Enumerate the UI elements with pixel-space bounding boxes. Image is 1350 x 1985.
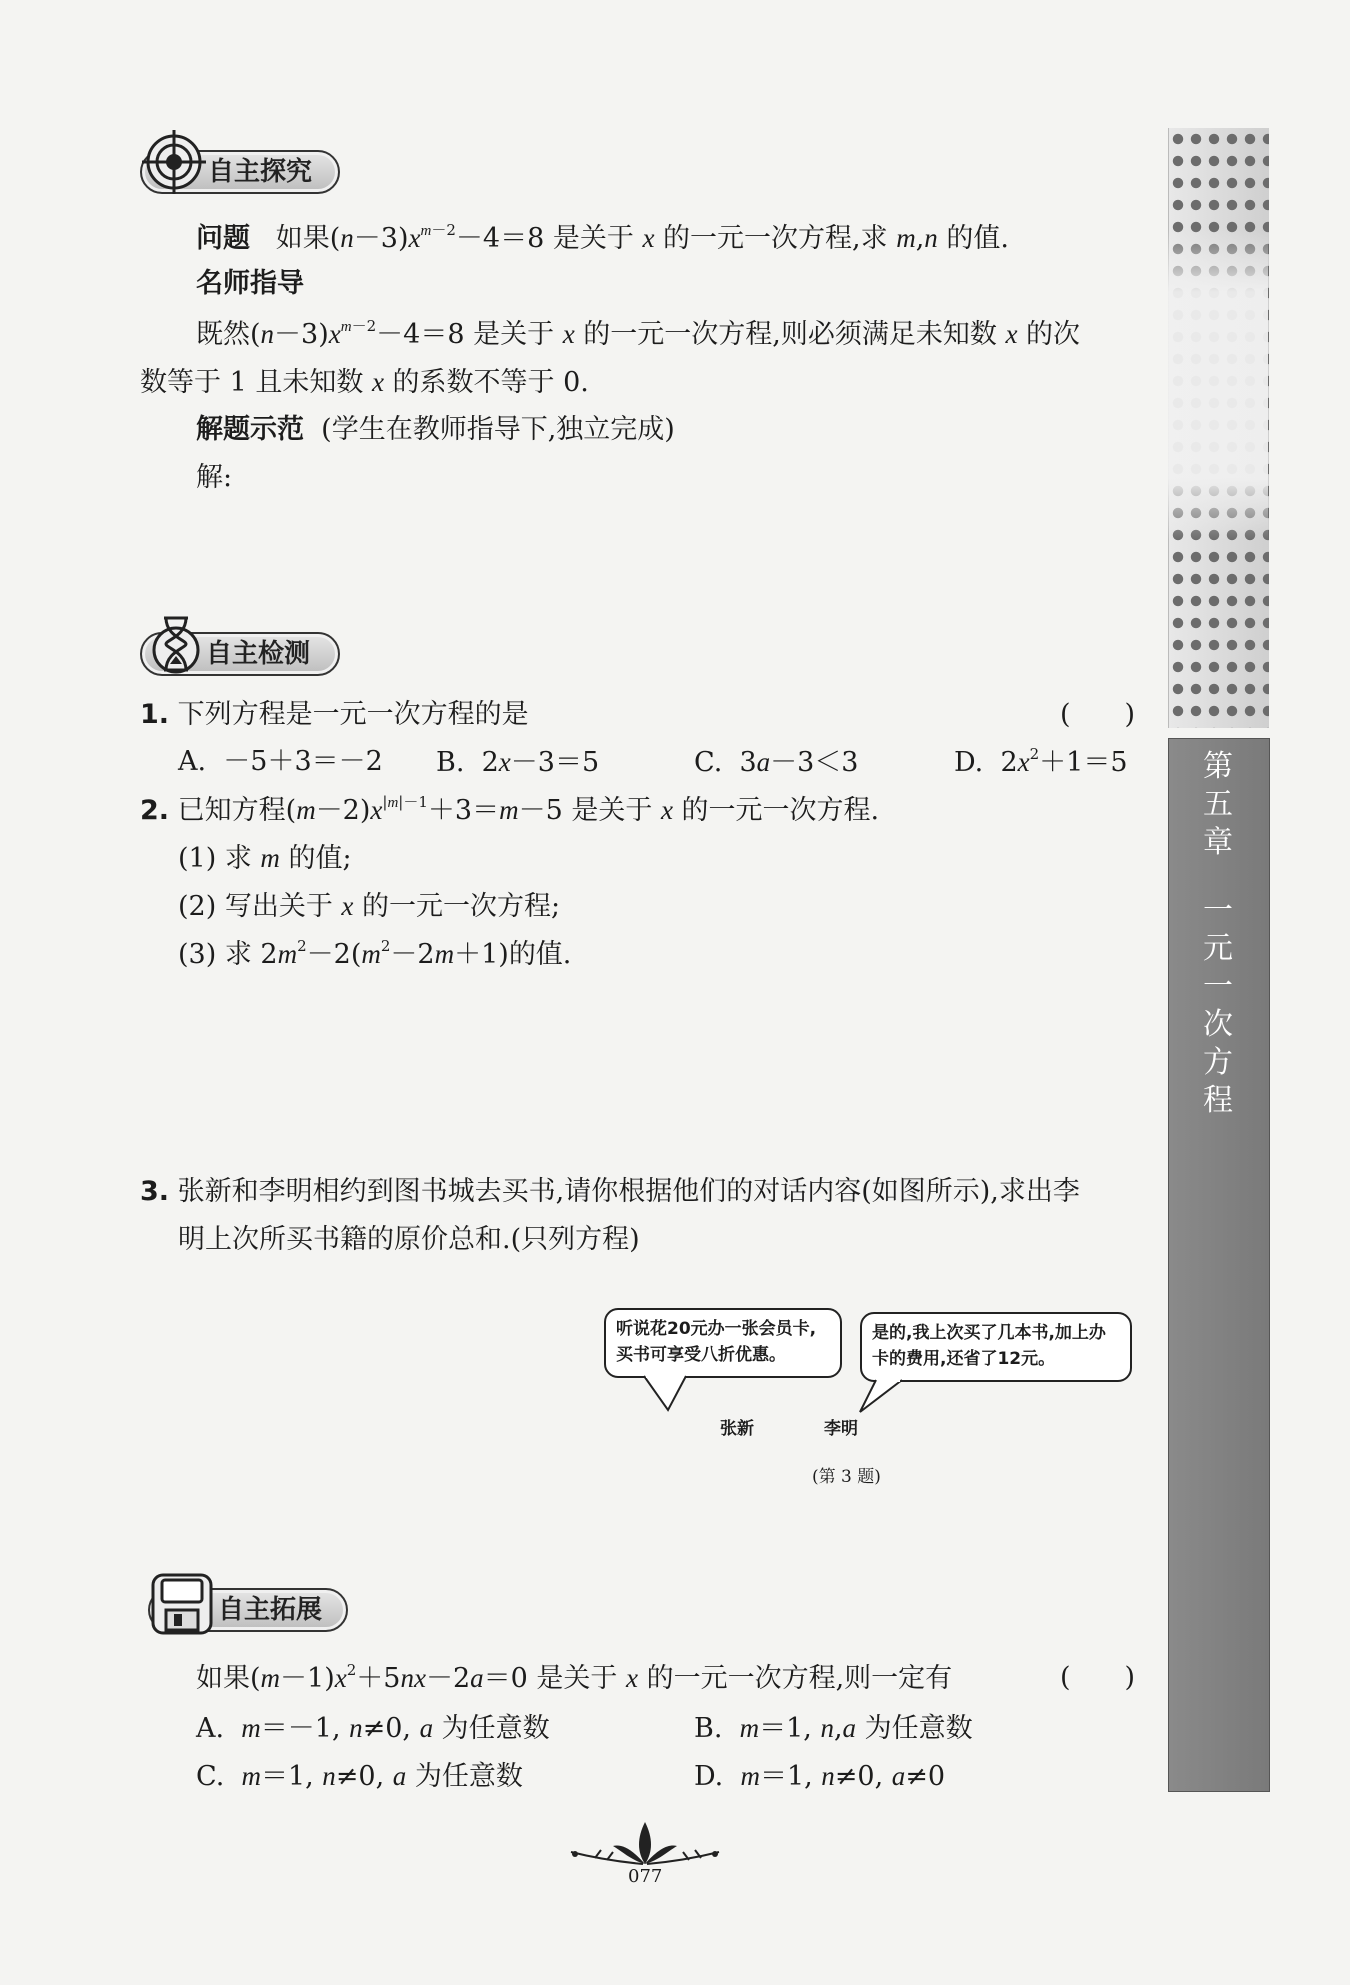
q1-answer-paren: ( ) bbox=[1060, 699, 1136, 730]
floppy-disk-icon bbox=[150, 1572, 214, 1636]
section-title-check: 自主检测 bbox=[206, 639, 311, 669]
section-title-explore: 自主探究 bbox=[208, 157, 313, 187]
extend-question: 如果$(m-1)x^2+5nx-2a=0$ 是关于 x 的一元一次方程,则一定有 bbox=[196, 1661, 953, 1694]
q3-line-1: 3. 张新和李明相约到图书城去买书,请你根据他们的对话内容(如图所示),求出李 bbox=[140, 1176, 1080, 1207]
speech-bubble-right: 是的,我上次买了几本书,加上办卡的费用,还省了12元。 bbox=[860, 1312, 1132, 1382]
chapter-title-vertical: 第 五 章 一 元 一 次 方 程 bbox=[1203, 749, 1233, 1118]
q1-option-d: D. $2x^2+1=5$ bbox=[954, 745, 1128, 778]
speech-bubble-left: 听说花20元办一张会员卡,买书可享受八折优惠。 bbox=[604, 1308, 842, 1378]
extend-option-b: B. m＝1, n,a 为任意数 bbox=[694, 1713, 973, 1744]
q2-sub1: (1) 求 m 的值; bbox=[178, 843, 352, 874]
leaf-ornament-icon bbox=[565, 1818, 725, 1870]
q1-option-a: A. －5＋3＝－2 bbox=[178, 746, 383, 777]
q1-option-b: B. 2x－3＝5 bbox=[436, 747, 600, 778]
speech-bubble-left-tail bbox=[640, 1374, 720, 1414]
guide-label: 名师指导 bbox=[196, 268, 304, 299]
q1-line: 1. 下列方程是一元一次方程的是 bbox=[140, 699, 529, 730]
extend-option-d: D. m＝1, n≠0, a≠0 bbox=[694, 1761, 946, 1792]
speech-bubble-right-tail bbox=[852, 1378, 932, 1418]
speaker-left-name: 张新 bbox=[720, 1419, 754, 1439]
figure-caption: (第 3 题) bbox=[812, 1467, 881, 1487]
q3-line-2: 明上次所买书籍的原价总和.(只列方程) bbox=[178, 1224, 640, 1255]
sidebar-decoration-fade bbox=[1168, 230, 1268, 540]
guide-line-2: 数等于 1 且未知数 x 的系数不等于 0. bbox=[140, 367, 589, 398]
extend-option-c: C. m＝1, n≠0, a 为任意数 bbox=[196, 1761, 523, 1792]
target-icon bbox=[140, 128, 208, 196]
q2-sub2: (2) 写出关于 x 的一元一次方程; bbox=[178, 891, 561, 922]
section-title-extend: 自主拓展 bbox=[218, 1595, 323, 1625]
question-line: 问题 如果$(n-3)x^{m-2}-4=8$ 是关于 x 的一元一次方程,求 m,n 的值. bbox=[196, 221, 1009, 254]
q2-sub3: (3) 求 $2m^2-2(m^2-2m+1)$的值. bbox=[178, 937, 572, 970]
answer-prefix: 解: bbox=[196, 462, 233, 493]
hourglass-icon bbox=[150, 610, 202, 676]
q1-option-c: C. 3a－3＜3 bbox=[694, 747, 859, 778]
speaker-right-name: 李明 bbox=[824, 1419, 858, 1439]
solution-line: 解题示范 (学生在教师指导下,独立完成) bbox=[196, 414, 675, 445]
q2-line: 2. 已知方程$(m-2)x^{|m|-1}+3=m-5$ 是关于 x 的一元一次方程. bbox=[140, 793, 880, 826]
page-number: 077 bbox=[628, 1866, 663, 1887]
guide-line-1: 既然$(n-3)x^{m-2}-4=8$ 是关于 x 的一元一次方程,则必须满足未知数 x 的次 bbox=[196, 317, 1081, 350]
extend-option-a: A. m＝－1, n≠0, a 为任意数 bbox=[196, 1713, 550, 1744]
extend-answer-paren: ( ) bbox=[1060, 1662, 1136, 1693]
